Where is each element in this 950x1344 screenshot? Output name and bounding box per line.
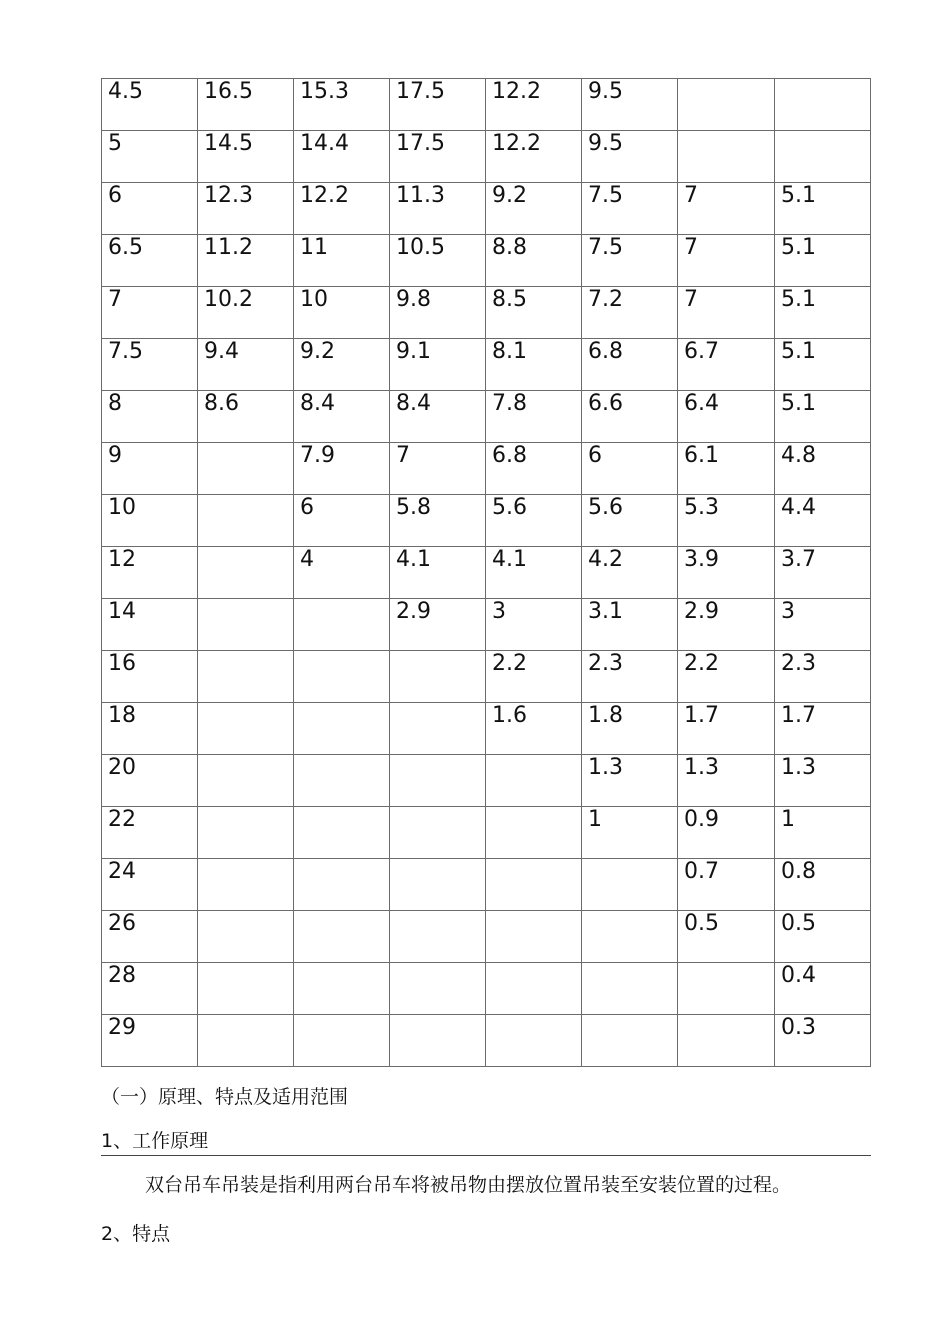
capacity-cell: 0.9 (678, 807, 775, 859)
capacity-cell: 2.9 (678, 599, 775, 651)
capacity-cell (198, 495, 294, 547)
capacity-cell: 11 (294, 235, 390, 287)
table-row (102, 131, 871, 183)
capacity-cell (390, 755, 486, 807)
capacity-cell: 9.2 (294, 339, 390, 391)
capacity-cell: 5.6 (582, 495, 678, 547)
capacity-cell: 3 (775, 599, 871, 651)
radius-cell: 28 (102, 963, 198, 1015)
radius-cell: 24 (102, 859, 198, 911)
capacity-cell (294, 703, 390, 755)
capacity-cell: 1.8 (582, 703, 678, 755)
capacity-cell (294, 599, 390, 651)
capacity-cell (294, 755, 390, 807)
capacity-cell: 11.2 (198, 235, 294, 287)
capacity-cell (390, 807, 486, 859)
table-row (102, 807, 871, 859)
paragraph-principle: 双台吊车吊装是指利用两台吊车将被吊物由摆放位置吊装至安装位置的过程。 (145, 1174, 792, 1196)
capacity-cell: 4.8 (775, 443, 871, 495)
capacity-cell: 14.5 (198, 131, 294, 183)
capacity-cell: 17.5 (390, 131, 486, 183)
capacity-cell: 11.3 (390, 183, 486, 235)
capacity-cell: 10.5 (390, 235, 486, 287)
capacity-cell (390, 651, 486, 703)
table-row (102, 911, 871, 963)
capacity-cell: 7 (390, 443, 486, 495)
capacity-cell (486, 963, 582, 1015)
capacity-cell (198, 703, 294, 755)
radius-cell: 29 (102, 1015, 198, 1067)
section-heading: （一）原理、特点及适用范围 (101, 1086, 349, 1108)
radius-cell: 7 (102, 287, 198, 339)
capacity-cell (582, 911, 678, 963)
table-row (102, 339, 871, 391)
capacity-cell: 14.4 (294, 131, 390, 183)
capacity-cell: 6.7 (678, 339, 775, 391)
radius-cell: 6 (102, 183, 198, 235)
capacity-cell: 1 (582, 807, 678, 859)
capacity-cell (775, 79, 871, 131)
capacity-cell: 6 (582, 443, 678, 495)
table-row (102, 1015, 871, 1067)
capacity-cell (198, 443, 294, 495)
radius-cell: 10 (102, 495, 198, 547)
capacity-cell: 17.5 (390, 79, 486, 131)
load-capacity-table (101, 78, 871, 1067)
capacity-cell: 5.8 (390, 495, 486, 547)
capacity-cell: 10.2 (198, 287, 294, 339)
capacity-cell: 1 (775, 807, 871, 859)
capacity-cell: 8.5 (486, 287, 582, 339)
capacity-cell: 4.4 (775, 495, 871, 547)
capacity-cell (294, 807, 390, 859)
capacity-cell (390, 911, 486, 963)
capacity-cell (198, 911, 294, 963)
capacity-cell (486, 911, 582, 963)
capacity-cell: 5.3 (678, 495, 775, 547)
capacity-cell: 9.8 (390, 287, 486, 339)
capacity-cell (390, 859, 486, 911)
capacity-cell: 2.3 (582, 651, 678, 703)
radius-cell: 6.5 (102, 235, 198, 287)
capacity-cell (486, 1015, 582, 1067)
capacity-cell (198, 859, 294, 911)
radius-cell: 8 (102, 391, 198, 443)
capacity-cell (486, 755, 582, 807)
subheading-features: 2、特点 (101, 1223, 171, 1245)
radius-cell: 22 (102, 807, 198, 859)
radius-cell: 16 (102, 651, 198, 703)
capacity-cell: 8.8 (486, 235, 582, 287)
capacity-cell: 5.1 (775, 183, 871, 235)
capacity-cell: 6.6 (582, 391, 678, 443)
capacity-cell (198, 547, 294, 599)
table-row (102, 391, 871, 443)
radius-cell: 12 (102, 547, 198, 599)
capacity-cell: 5.1 (775, 391, 871, 443)
capacity-cell: 5.1 (775, 339, 871, 391)
capacity-cell: 5.6 (486, 495, 582, 547)
capacity-cell: 5.1 (775, 235, 871, 287)
table-row (102, 651, 871, 703)
capacity-cell: 4.1 (390, 547, 486, 599)
capacity-cell: 7 (678, 235, 775, 287)
capacity-cell (294, 651, 390, 703)
table-row (102, 547, 871, 599)
capacity-cell: 3.1 (582, 599, 678, 651)
table-row (102, 495, 871, 547)
capacity-cell (775, 131, 871, 183)
radius-cell: 20 (102, 755, 198, 807)
table-body (102, 79, 871, 1067)
capacity-cell: 0.3 (775, 1015, 871, 1067)
capacity-cell: 3 (486, 599, 582, 651)
capacity-cell: 15.3 (294, 79, 390, 131)
capacity-cell: 5.1 (775, 287, 871, 339)
capacity-cell (390, 1015, 486, 1067)
capacity-cell: 0.7 (678, 859, 775, 911)
table-row (102, 235, 871, 287)
capacity-cell: 7 (678, 183, 775, 235)
table-row (102, 183, 871, 235)
capacity-cell: 1.7 (775, 703, 871, 755)
capacity-cell: 1.6 (486, 703, 582, 755)
table-row (102, 963, 871, 1015)
capacity-cell (678, 963, 775, 1015)
capacity-cell: 7.8 (486, 391, 582, 443)
capacity-cell (678, 79, 775, 131)
capacity-cell: 10 (294, 287, 390, 339)
capacity-cell (582, 859, 678, 911)
capacity-cell (486, 807, 582, 859)
table-row (102, 859, 871, 911)
table-row (102, 443, 871, 495)
capacity-cell: 1.3 (582, 755, 678, 807)
radius-cell: 5 (102, 131, 198, 183)
capacity-cell: 4.1 (486, 547, 582, 599)
capacity-cell: 6.8 (582, 339, 678, 391)
table-row (102, 79, 871, 131)
capacity-cell: 9.2 (486, 183, 582, 235)
capacity-cell (294, 859, 390, 911)
capacity-cell: 0.5 (678, 911, 775, 963)
capacity-cell (486, 859, 582, 911)
capacity-cell (294, 963, 390, 1015)
capacity-cell: 8.6 (198, 391, 294, 443)
capacity-cell: 4.2 (582, 547, 678, 599)
radius-cell: 9 (102, 443, 198, 495)
capacity-cell: 3.9 (678, 547, 775, 599)
capacity-cell: 12.3 (198, 183, 294, 235)
capacity-cell (198, 755, 294, 807)
radius-cell: 18 (102, 703, 198, 755)
capacity-cell (390, 703, 486, 755)
subheading-working-principle: 1、工作原理 (101, 1126, 871, 1156)
capacity-cell: 9.4 (198, 339, 294, 391)
capacity-cell (294, 1015, 390, 1067)
capacity-cell: 9.1 (390, 339, 486, 391)
capacity-cell (294, 911, 390, 963)
capacity-cell: 0.8 (775, 859, 871, 911)
capacity-cell: 1.3 (775, 755, 871, 807)
capacity-cell: 6.8 (486, 443, 582, 495)
capacity-cell: 12.2 (486, 79, 582, 131)
capacity-cell: 6.4 (678, 391, 775, 443)
capacity-cell (198, 807, 294, 859)
capacity-cell: 7 (678, 287, 775, 339)
capacity-cell: 2.2 (486, 651, 582, 703)
capacity-cell (390, 963, 486, 1015)
capacity-cell: 7.9 (294, 443, 390, 495)
capacity-cell: 7.5 (582, 235, 678, 287)
capacity-cell: 0.4 (775, 963, 871, 1015)
capacity-cell: 6 (294, 495, 390, 547)
capacity-cell: 9.5 (582, 131, 678, 183)
capacity-cell: 12.2 (294, 183, 390, 235)
capacity-cell: 7.5 (582, 183, 678, 235)
capacity-cell: 8.4 (294, 391, 390, 443)
capacity-cell: 8.4 (390, 391, 486, 443)
radius-cell: 4.5 (102, 79, 198, 131)
capacity-cell (198, 599, 294, 651)
capacity-cell: 1.7 (678, 703, 775, 755)
table-row (102, 755, 871, 807)
capacity-cell: 9.5 (582, 79, 678, 131)
capacity-cell: 16.5 (198, 79, 294, 131)
capacity-cell (678, 1015, 775, 1067)
table-row (102, 703, 871, 755)
capacity-cell: 6.1 (678, 443, 775, 495)
capacity-cell: 3.7 (775, 547, 871, 599)
capacity-cell: 2.9 (390, 599, 486, 651)
radius-cell: 7.5 (102, 339, 198, 391)
capacity-cell (582, 963, 678, 1015)
capacity-cell: 4 (294, 547, 390, 599)
capacity-cell (198, 963, 294, 1015)
capacity-cell: 2.3 (775, 651, 871, 703)
capacity-cell: 0.5 (775, 911, 871, 963)
capacity-cell: 12.2 (486, 131, 582, 183)
table-row (102, 287, 871, 339)
capacity-cell: 2.2 (678, 651, 775, 703)
capacity-cell (198, 651, 294, 703)
capacity-cell: 1.3 (678, 755, 775, 807)
table-row (102, 599, 871, 651)
capacity-cell: 8.1 (486, 339, 582, 391)
capacity-cell (678, 131, 775, 183)
capacity-cell (198, 1015, 294, 1067)
radius-cell: 14 (102, 599, 198, 651)
capacity-cell (582, 1015, 678, 1067)
radius-cell: 26 (102, 911, 198, 963)
capacity-cell: 7.2 (582, 287, 678, 339)
